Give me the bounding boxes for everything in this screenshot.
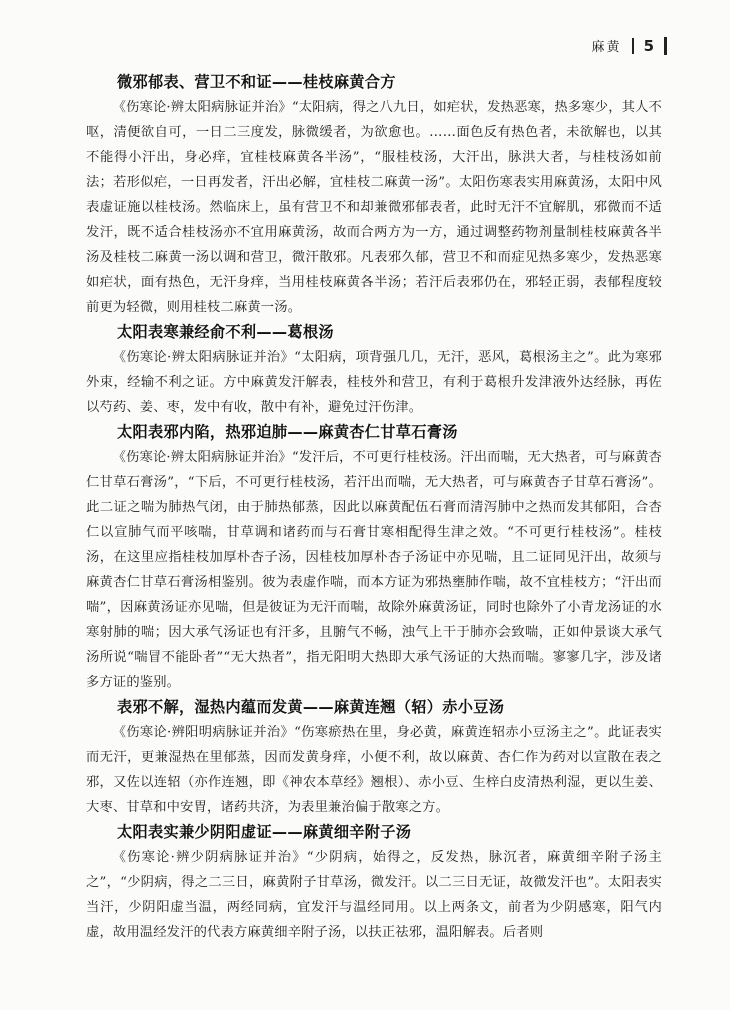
section-heading: 微邪郁表、营卫不和证——桂枝麻黄合方 bbox=[117, 73, 396, 91]
header-edge-bar bbox=[664, 37, 667, 55]
page-body bbox=[86, 70, 662, 945]
page-number: 5 bbox=[643, 36, 654, 55]
section-heading: 太阳表实兼少阴阳虚证——麻黄细辛附子汤 bbox=[117, 823, 412, 841]
section-heading: 表邪不解，湿热内蕴而发黄——麻黄连翘（轺）赤小豆汤 bbox=[117, 698, 505, 716]
section-heading: 太阳表寒兼经俞不利——葛根汤 bbox=[117, 323, 334, 341]
section-paragraph: 《伤寒论·辨少阴病脉证并治》“少阴病，始得之，反发热，脉沉者，麻黄细辛附子汤主之”，“少阴病，得之二三日，麻黄附子甘草汤，微发汗。以二三日无证，故微发汗也”。太阳表实当汗，少阴阳虚当温，两经同病，宜发汗与温经同用。以上两条文，前者为少阴感寒，阳气内虚，故用温经发汗的代表方麻黄细辛附子汤，以扶正祛邪，温阳解表。后者则 bbox=[86, 850, 662, 940]
header-divider bbox=[632, 38, 634, 54]
header-title: 麻黄 bbox=[591, 40, 622, 55]
section-paragraph: 《伤寒论·辨太阳病脉证并治》“发汗后，不可更行桂枝汤。汗出而喘，无大热者，可与麻黄杏仁甘草石膏汤”，“下后，不可更行桂枝汤，若汗出而喘，无大热者，可与麻黄杏子甘草石膏汤”。此二证之喘为肺热气闭，由于肺热郁蒸，因此以麻黄配伍石膏而清泻肺中之热而发其郁阳，合杏仁以宣肺气而平咳喘，甘草调和诸药而与石膏甘寒相配得生津之效。“不可更行桂枝汤”。桂枝汤，在这里应指桂枝加厚朴杏子汤，因桂枝加厚朴杏子汤证中亦见喘，且二证同见汗出，故须与麻黄杏仁甘草石膏汤相鉴别。彼为表虚作喘，而本方证为邪热壅肺作喘，故不宜桂枝方；“汗出而喘”，因麻黄汤证亦见喘，但是彼证为无汗而喘，故除外麻黄汤证，同时也除外了小青龙汤证的水寒射肺的喘；因大承气汤证也有汗多，且腑气不畅，浊气上干于肺亦会致喘，正如仲景谈大承气汤所说“喘冒不能卧者”“无大热者”，指无阳明大热即大承气汤证的大热而喘。寥寥几字，涉及诸多方证的鉴别。 bbox=[86, 450, 662, 690]
section-paragraph: 《伤寒论·辨太阳病脉证并治》“太阳病，项背强几几，无汗，恶风，葛根汤主之”。此为寒邪外束，经输不利之证。方中麻黄发汗解表，桂枝外和营卫，有利于葛根升发津液外达经脉，再佐以芍药、姜、枣，发中有收，散中有补，避免过汗伤津。 bbox=[86, 350, 662, 415]
running-header bbox=[592, 36, 667, 55]
section-paragraph: 《伤寒论·辨阳明病脉证并治》“伤寒瘀热在里，身必黄，麻黄连轺赤小豆汤主之”。此证表实而无汗，更兼湿热在里郁蒸，因而发黄身痒，小便不利，故以麻黄、杏仁作为药对以宣散在表之邪，又佐以连轺（亦作连翘，即《神农本草经》翘根）、赤小豆、生梓白皮清热利湿，更以生姜、大枣、甘草和中安胃，诸药共济，为表里兼治偏于散寒之方。 bbox=[86, 725, 662, 815]
section-paragraph: 《伤寒论·辨太阳病脉证并治》“太阳病，得之八九日，如疟状，发热恶寒，热多寒少，其人不呕，清便欲自可，一日二三度发，脉微缓者，为欲愈也。……面色反有热色者，未欲解也，以其不能得小汗出，身必痒，宜桂枝麻黄各半汤”，“服桂枝汤，大汗出，脉洪大者，与桂枝汤如前法；若形似疟，一日再发者，汗出必解，宜桂枝二麻黄一汤”。太阳伤寒表实用麻黄汤，太阳中风表虚证施以桂枝汤。然临床上，虽有营卫不和却兼微邪郁表者，此时无汗不宜解肌，邪微而不适发汗，既不适合桂枝汤亦不宜用麻黄汤，故而合两方为一方，通过调整药物剂量制桂枝麻黄各半汤及桂枝二麻黄一汤以调和营卫，微汗散邪。凡表邪久郁，营卫不和而症见热多寒少，发热恶寒如疟状，面有热色，无汗身痒，当用桂枝麻黄各半汤；若汗后表邪仍在，邪轻正弱，表郁程度较前更为轻微，则用桂枝二麻黄一汤。 bbox=[86, 100, 662, 315]
section-heading: 太阳表邪内陷，热邪迫肺——麻黄杏仁甘草石膏汤 bbox=[117, 423, 458, 441]
